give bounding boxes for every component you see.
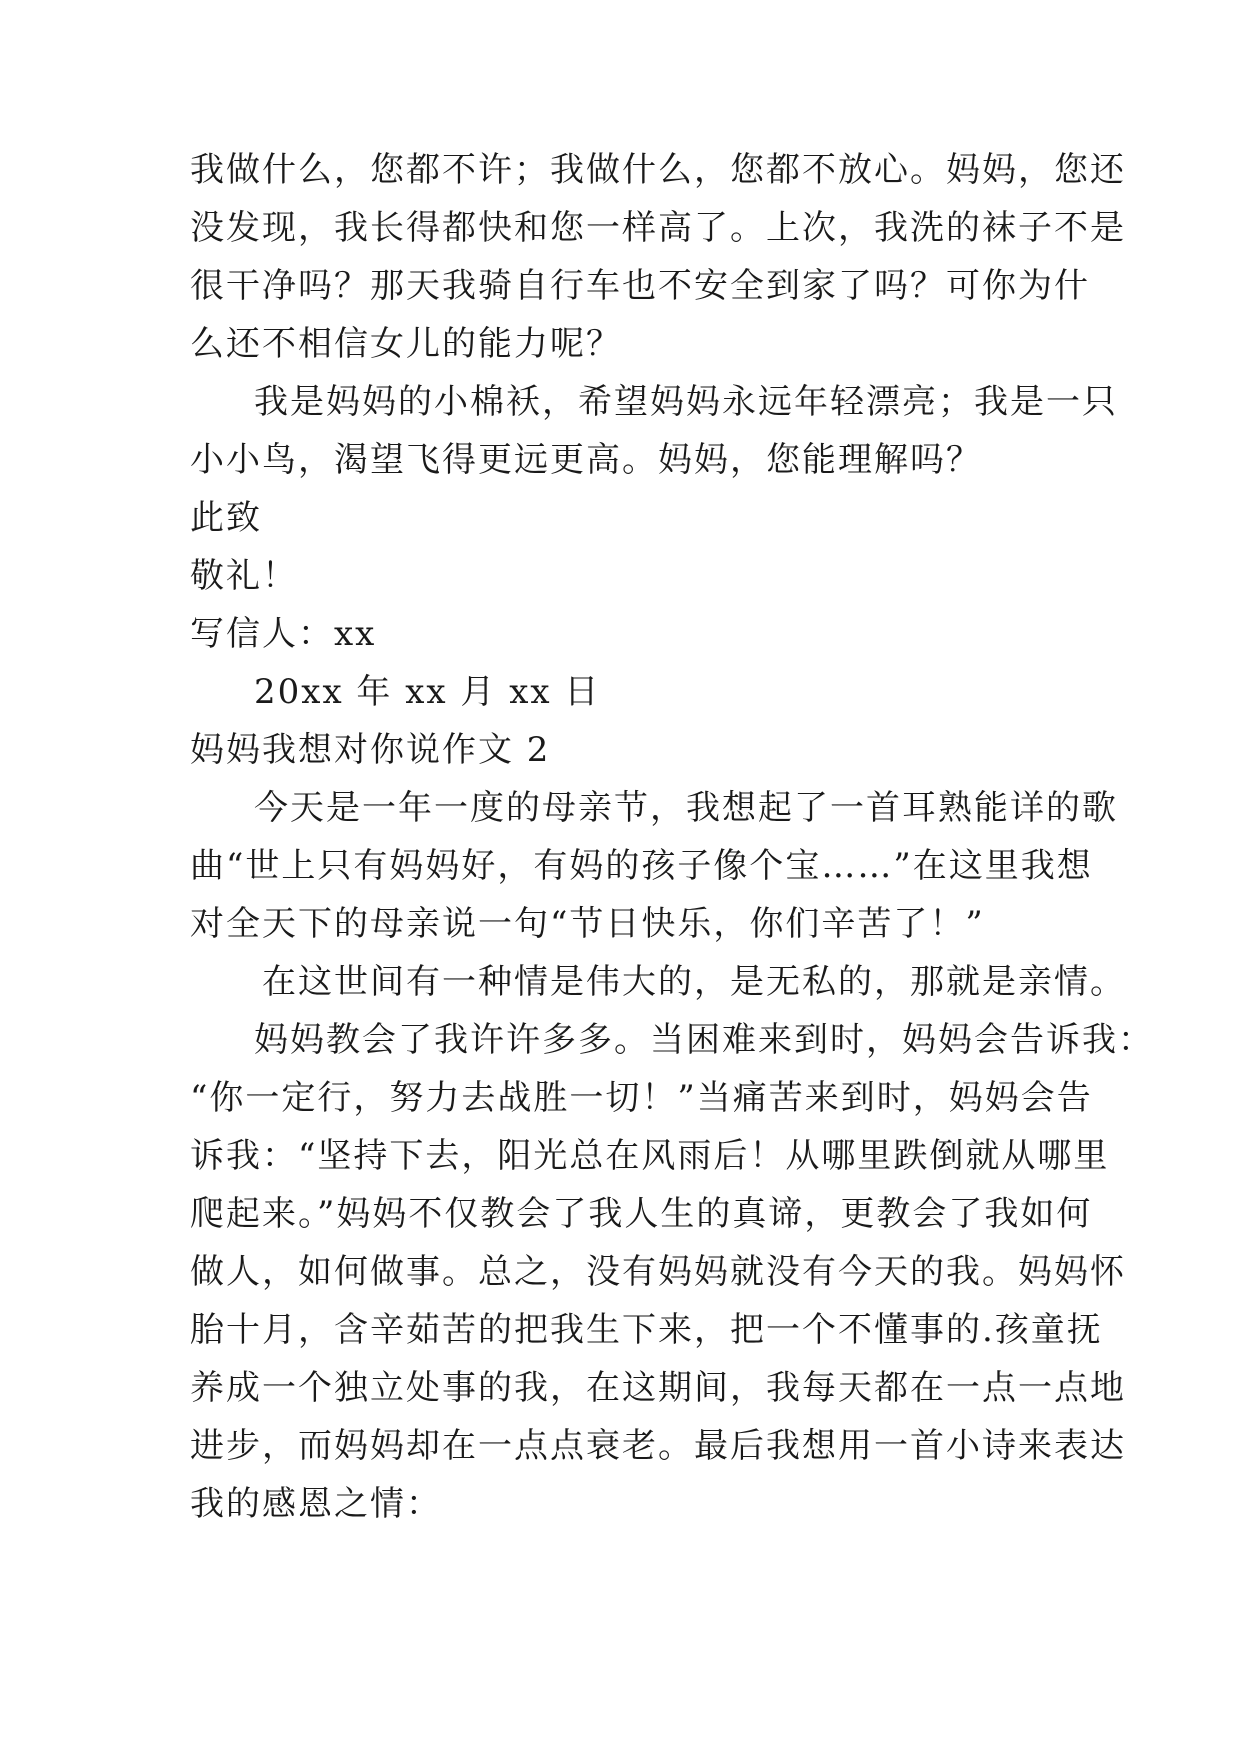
text-line: 我做什么，您都不许；我做什么，您都不放心。妈妈，您还: [190, 150, 1126, 190]
text-line: 我的感恩之情：: [190, 1484, 442, 1524]
letter-date: 20xx 年 xx 月 xx 日: [254, 672, 601, 712]
text-line: 妈妈教会了我许许多多。当困难来到时，妈妈会告诉我：: [254, 1020, 1154, 1060]
closing-line: 此致: [190, 498, 262, 538]
text-line: 今天是一年一度的母亲节，我想起了一首耳熟能详的歌: [254, 788, 1118, 828]
text-line: 做人，如何做事。总之，没有妈妈就没有今天的我。妈妈怀: [190, 1252, 1126, 1292]
text-line: 爬起来。”妈妈不仅教会了我人生的真谛，更教会了我如何: [190, 1194, 1093, 1234]
text-line: 曲“世上只有妈妈好，有妈的孩子像个宝……”在这里我想: [190, 846, 1093, 886]
text-line: 诉我：“坚持下去，阳光总在风雨后！从哪里跌倒就从哪里: [190, 1136, 1110, 1176]
text-line: 很干净吗？那天我骑自行车也不安全到家了吗？可你为什: [190, 266, 1090, 306]
text-line: 胎十月，含辛茹苦的把我生下来，把一个不懂事的.孩童抚: [190, 1310, 1103, 1350]
text-line: 在这世间有一种情是伟大的，是无私的，那就是亲情。: [262, 962, 1126, 1002]
letter-writer: 写信人：xx: [190, 614, 377, 654]
section-title: 妈妈我想对你说作文 2: [190, 730, 551, 770]
text-line: 我是妈妈的小棉袄，希望妈妈永远年轻漂亮；我是一只: [254, 382, 1118, 422]
closing-salute: 敬礼！: [190, 556, 298, 596]
text-line: 么还不相信女儿的能力呢？: [190, 324, 622, 364]
text-line: 养成一个独立处事的我，在这期间，我每天都在一点一点地: [190, 1368, 1126, 1408]
text-line: 对全天下的母亲说一句“节日快乐，你们辛苦了！”: [190, 904, 985, 944]
text-line: “你一定行，努力去战胜一切！”当痛苦来到时，妈妈会告: [190, 1078, 1093, 1118]
text-line: 没发现，我长得都快和您一样高了。上次，我洗的袜子不是: [190, 208, 1126, 248]
text-line: 进步，而妈妈却在一点点衰老。最后我想用一首小诗来表达: [190, 1426, 1126, 1466]
text-line: 小小鸟，渴望飞得更远更高。妈妈，您能理解吗？: [190, 440, 982, 480]
